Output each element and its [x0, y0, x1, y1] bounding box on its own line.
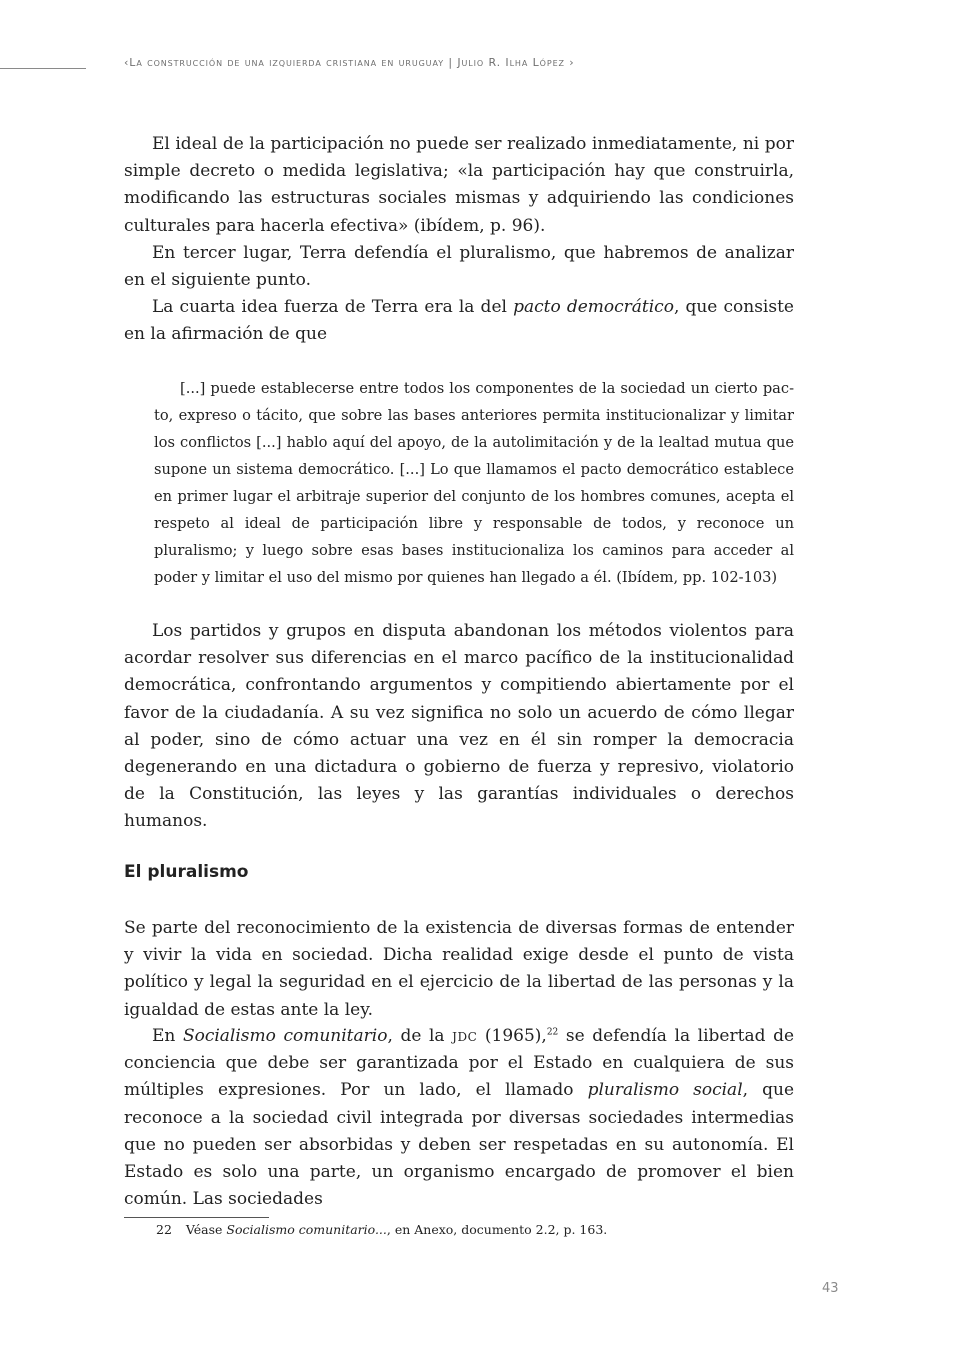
abbreviation: jdc	[452, 1026, 478, 1046]
text-segment: La cuarta idea fuerza de Terra era la del	[152, 297, 514, 317]
paragraph-pluralism-definition: Se parte del reconocimiento de la existencia de diversas formas de entender y vivir la vida en sociedad. Dicha realidad exige desde el punto de vista político y legal la seguridad en el ejercicio de la libertad de las personas y la igualdad de estas ante la ley.	[124, 918, 794, 1020]
paragraph-text: En tercer lugar, Terra defendía el pluralismo, que habremos de analizar en el siguiente punto.	[124, 243, 794, 291]
footnote-text: , en Anexo, documento 2.2, p. 163.	[386, 1222, 608, 1237]
footnote-italic-title: Socialismo comunitario...	[226, 1222, 387, 1237]
paragraph-participation: El ideal de la participación no puede ser realizado inmediatamente, ni por simple decreto o medida legislativa; «la participación hay que construirla, modificando las estructuras sociales mismas y adquiriendo las condiciones culturales para hacerla efectiva» (ibídem, p. 96).	[124, 134, 794, 236]
header-rule	[0, 68, 86, 69]
footnote	[156, 1222, 607, 1237]
footnote-text: Véase	[185, 1222, 227, 1237]
italic-term: pluralismo social	[587, 1080, 743, 1101]
italic-title: Socialismo comunitario	[182, 1026, 388, 1046]
text-segment: En	[152, 1026, 183, 1046]
footnote-number: 22	[156, 1222, 172, 1237]
footnote-reference[interactable]: 22	[546, 1027, 559, 1038]
text-segment: se defendía la libertad de conciencia que debe ser garantizada por el Estado en cualquiera de sus múltiples expresiones. Por un lado, el llamado	[124, 1026, 795, 1101]
text-segment: , que consiste en la afirmación de que	[124, 297, 794, 345]
paragraph-democratic-pact	[124, 294, 794, 348]
text-segment: , que reconoce a la sociedad civil integrada por diversas sociedades intermedias que no pueden ser absorbidas y deben ser respetadas en su autonomía. El Estado es solo una parte, un organismo encargado de promover el bien común. Las sociedades	[124, 1080, 795, 1210]
footnote-rule	[124, 1217, 269, 1218]
paragraph-pluralism-intro	[124, 240, 794, 294]
section-heading: El pluralismo	[124, 862, 249, 882]
page-number: 43	[822, 1281, 839, 1296]
paragraph-communitarian-socialism	[124, 1023, 794, 1213]
text-segment: (1965),	[477, 1026, 547, 1046]
running-header: ‹La construcción de una izquierda cristiana en uruguay | Julio R. Ilha López ›	[124, 56, 575, 69]
text-segment: , de la	[387, 1026, 453, 1046]
paragraph-parties: Los partidos y grupos en disputa abandonan los métodos violentos para acordar resolver sus diferencias en el marco pacífico de la institucionalidad democrática, confrontando argumentos y compitiendo abiertamente por el favor de la ciudadanía. A su vez significa no solo un acuerdo de cómo llegar al poder, sino de cómo actuar una vez en él sin romper la democracia degenerando en una dictadura o gobierno de fuerza y represivo, violatorio de la Constitución, las leyes y las garantías individuales o derechos humanos.	[124, 621, 794, 832]
block-quote: [...] puede establecerse entre todos los componentes de la sociedad un cierto pacto, expreso o tácito, que sobre las bases anteriores permita institucionalizar y limitar los conflictos [...] hablo aquí del apoyo, de la autolimitación y de la lealtad mutua que supone un sistema democrático. [...] Lo que llamamos el pacto democrático establece en primer lugar el arbitraje superior del conjunto de los hombres comunes, acepta el respeto al ideal de participación libre y responsable de todos, y reconoce un pluralismo; y luego sobre esas bases institucionaliza los caminos para acceder al poder y limitar el uso del mismo por quienes han llegado a él. (Ibídem, pp. 102-103)	[154, 380, 794, 586]
italic-term: pacto democrático	[513, 297, 674, 317]
